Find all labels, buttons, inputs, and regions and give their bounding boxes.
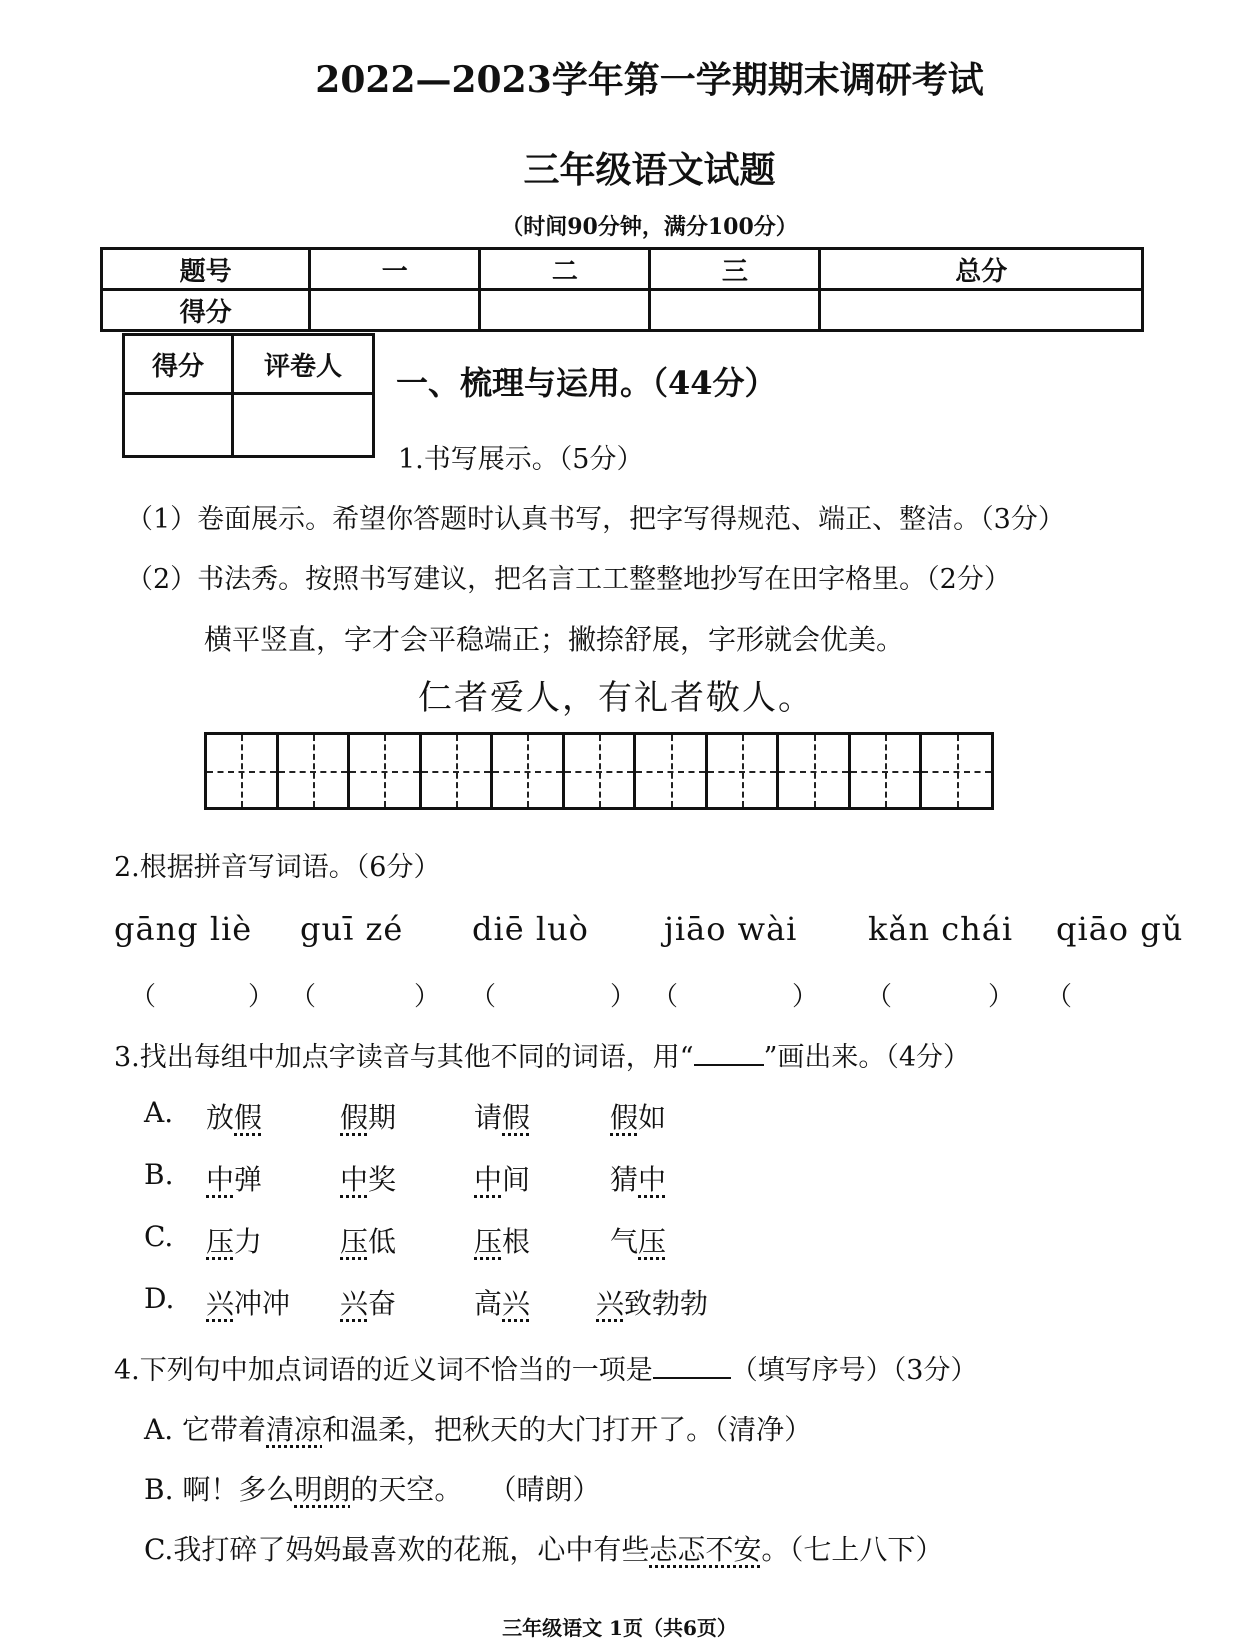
q3-word[interactable]: 气压 <box>610 1225 667 1258</box>
grader-name-cell[interactable] <box>233 394 374 457</box>
q3-word[interactable]: 中奖 <box>340 1163 397 1196</box>
q1-motto: 仁者爱人，有礼者敬人。 <box>418 678 814 718</box>
pinyin-2: guī zé <box>300 910 404 948</box>
q3-word[interactable]: 兴致勃勃 <box>596 1287 709 1320</box>
q4-option-label: C. <box>144 1533 174 1566</box>
tianzige-cell[interactable] <box>633 735 705 807</box>
q1-part1: （1）卷面展示。希望你答题时认真书写，把字写得规范、端正、整洁。（3分） <box>126 504 1065 535</box>
dotted-char: 中 <box>474 1163 503 1196</box>
tianzige-cell[interactable] <box>848 735 920 807</box>
grader-name-label: 评卷人 <box>233 335 374 394</box>
q3-underline-sample <box>694 1037 764 1066</box>
dotted-char: 压 <box>474 1225 503 1258</box>
q3-option-label: D. <box>144 1282 175 1315</box>
tianzige-cell[interactable] <box>919 735 991 807</box>
dotted-char: 中 <box>340 1163 369 1196</box>
answer-paren-5[interactable]: （ <box>866 982 893 1012</box>
tianzige-cell[interactable] <box>207 735 276 807</box>
score-cell-1[interactable] <box>310 290 480 331</box>
tianzige-cell[interactable] <box>562 735 634 807</box>
answer-paren-2[interactable]: （ <box>290 982 317 1012</box>
answer-paren-2-close: ） <box>414 982 441 1012</box>
q3-option-d <box>0 1282 1239 1322</box>
score-table-col-3: 三 <box>650 249 820 290</box>
q4-option-text: 它带着 <box>182 1413 267 1446</box>
exam-title: 2022—2023学年第一学期期末调研考试 <box>315 59 984 101</box>
q4-option-text: 的天空。 <box>350 1473 463 1506</box>
q4-title-a: 4.下列句中加点词语的近义词不恰当的一项是 <box>114 1355 653 1386</box>
dotted-char: 假 <box>610 1101 639 1134</box>
q3-option-label: B. <box>144 1158 174 1191</box>
q1-title: 1.书写展示。（5分） <box>398 444 644 475</box>
q3-word[interactable]: 兴冲冲 <box>206 1287 291 1320</box>
q4-title <box>114 1348 977 1387</box>
tianzige-cell[interactable] <box>276 735 348 807</box>
q1-part2: （2）书法秀。按照书写建议，把名言工工整整地抄写在田字格里。（2分） <box>126 564 1011 595</box>
score-table-col-1: 一 <box>310 249 480 290</box>
q3-word[interactable]: 高兴 <box>474 1287 531 1320</box>
dotted-char: 兴 <box>502 1287 531 1320</box>
q3-word[interactable]: 压根 <box>474 1225 531 1258</box>
pinyin-6: qiāo gǔ <box>1056 910 1184 948</box>
q3-word[interactable]: 压低 <box>340 1225 397 1258</box>
dotted-char: 中 <box>638 1163 667 1196</box>
q4-answer-blank[interactable] <box>653 1350 731 1379</box>
q3-word[interactable]: 假期 <box>340 1101 397 1134</box>
q3-title-a: 3.找出每组中加点字读音与其他不同的词语，用“ <box>114 1042 694 1073</box>
q4-option-synonym: （晴朗） <box>502 1473 601 1506</box>
answer-paren-3-close: ） <box>610 982 637 1012</box>
dotted-char: 中 <box>206 1163 235 1196</box>
q3-option-c <box>0 1220 1239 1260</box>
pinyin-1: gāng liè <box>114 910 253 948</box>
score-table <box>100 247 1144 332</box>
score-table-score-row <box>102 290 1143 331</box>
score-table-header-row <box>102 249 1143 290</box>
section1-title: 一、梳理与运用。（44分） <box>396 364 777 402</box>
tianzige-cell[interactable] <box>347 735 419 807</box>
dotted-word: 明朗 <box>294 1473 351 1506</box>
answer-paren-4[interactable]: （ <box>652 982 679 1012</box>
tianzige-cell[interactable] <box>419 735 491 807</box>
q3-word[interactable]: 中弹 <box>206 1163 263 1196</box>
score-table-score-label: 得分 <box>102 290 310 331</box>
pinyin-4: jiāo wài <box>664 910 798 948</box>
q3-word[interactable]: 假如 <box>610 1101 667 1134</box>
score-cell-2[interactable] <box>480 290 650 331</box>
dotted-word: 忐忑不安 <box>649 1533 762 1566</box>
q4-option-a[interactable] <box>144 1408 812 1448</box>
q4-option-text: 啊！多么 <box>182 1473 295 1506</box>
q3-title-b: ”画出来。（4分） <box>763 1042 971 1073</box>
q4-option-text: 。（七上八下） <box>761 1533 944 1566</box>
q3-word[interactable]: 兴奋 <box>340 1287 397 1320</box>
q3-word[interactable]: 猜中 <box>610 1163 667 1196</box>
dotted-char: 兴 <box>596 1287 625 1320</box>
tianzige-cell[interactable] <box>705 735 777 807</box>
tianzige-cell[interactable] <box>776 735 848 807</box>
score-cell-3[interactable] <box>650 290 820 331</box>
q4-option-label: A. <box>144 1413 174 1446</box>
q4-option-text: 和温柔，把秋天的大门打开了。（清净） <box>322 1413 813 1446</box>
q3-option-a <box>0 1096 1239 1136</box>
dotted-char: 假 <box>340 1101 369 1134</box>
score-table-col-2: 二 <box>480 249 650 290</box>
score-table-label: 题号 <box>102 249 310 290</box>
q3-word[interactable]: 请假 <box>474 1101 531 1134</box>
answer-paren-1-close: ） <box>248 982 275 1012</box>
q3-word[interactable]: 压力 <box>206 1225 263 1258</box>
q3-word[interactable]: 中间 <box>474 1163 531 1196</box>
exam-subtitle: 三年级语文试题 <box>523 149 776 191</box>
dotted-word: 清凉 <box>266 1413 323 1446</box>
q3-option-label: C. <box>144 1220 174 1253</box>
dotted-char: 兴 <box>206 1287 235 1320</box>
q3-option-label: A. <box>144 1096 174 1129</box>
exam-note: （时间90分钟，满分100分） <box>501 214 798 240</box>
q3-option-b <box>0 1158 1239 1198</box>
q3-word[interactable]: 放假 <box>206 1101 263 1134</box>
q3-title <box>114 1035 970 1074</box>
q2-title: 2.根据拼音写词语。（6分） <box>114 852 441 883</box>
dotted-char: 假 <box>234 1101 263 1134</box>
grader-score-cell[interactable] <box>124 394 233 457</box>
dotted-char: 压 <box>638 1225 667 1258</box>
answer-paren-1[interactable]: （ <box>130 982 157 1012</box>
answer-paren-3[interactable]: （ <box>470 982 497 1012</box>
grader-score-label: 得分 <box>124 335 233 394</box>
page-footer: 三年级语文 1页（共6页） <box>502 1616 737 1640</box>
q1-tip: 横平竖直，字才会平稳端正；撇捺舒展，字形就会优美。 <box>204 623 905 656</box>
tianzige-cell[interactable] <box>490 735 562 807</box>
q4-title-b: （填写序号）（3分） <box>730 1355 978 1386</box>
q4-option-text: 我打碎了妈妈最喜欢的花瓶，心中有些 <box>173 1533 650 1566</box>
pinyin-3: diē luò <box>472 910 589 948</box>
answer-paren-4-close: ） <box>792 982 819 1012</box>
dotted-char: 压 <box>206 1225 235 1258</box>
dotted-char: 兴 <box>340 1287 369 1320</box>
score-table-col-total: 总分 <box>820 249 1143 290</box>
grader-box <box>122 333 375 458</box>
pinyin-5: kǎn chái <box>868 910 1014 948</box>
dotted-char: 假 <box>502 1101 531 1134</box>
q4-option-c[interactable] <box>144 1528 943 1568</box>
answer-paren-5-close: ） <box>988 982 1015 1012</box>
score-cell-total[interactable] <box>820 290 1143 331</box>
q4-option-b[interactable] <box>144 1468 600 1508</box>
answer-paren-6[interactable]: （ <box>1046 982 1073 1012</box>
tianzige-grid[interactable] <box>204 732 994 810</box>
dotted-char: 压 <box>340 1225 369 1258</box>
q4-option-label: B. <box>144 1473 174 1506</box>
